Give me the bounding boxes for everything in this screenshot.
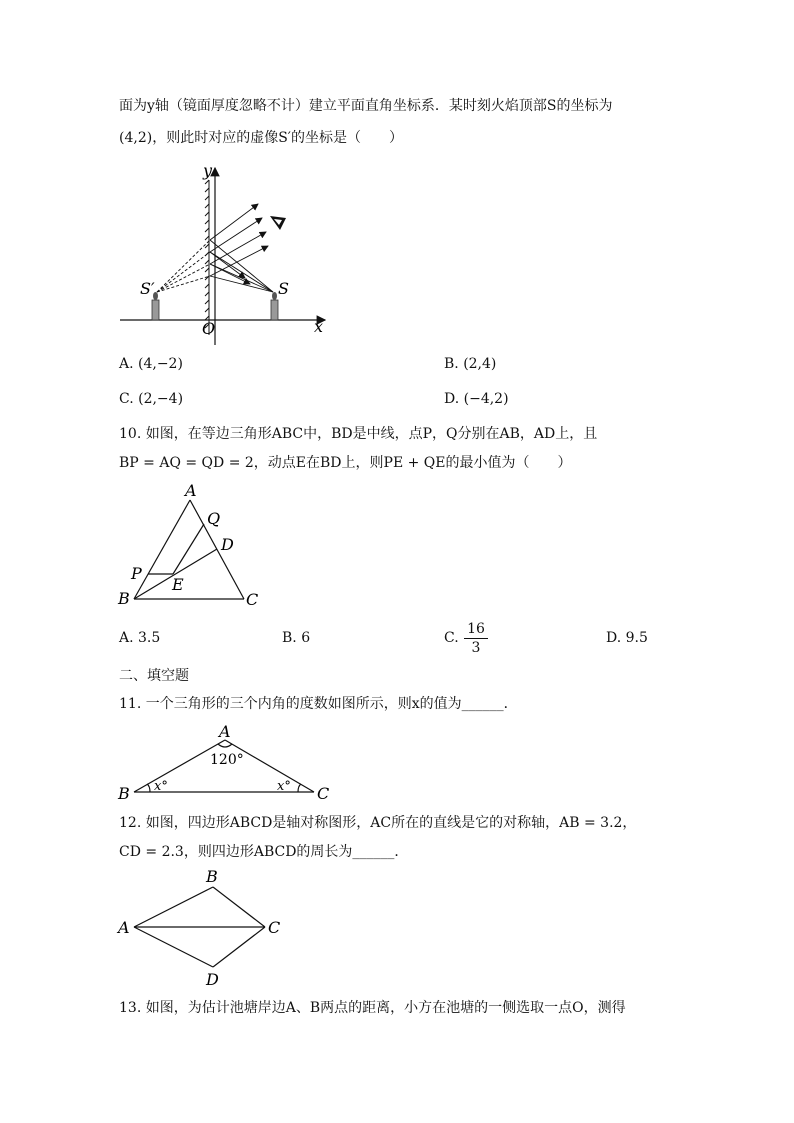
q9-option-a[interactable]: A. (4,−2)	[119, 356, 183, 372]
q11-text: 11. 一个三角形的三个内角的度数如图所示，则x的值为______．	[119, 696, 518, 712]
q9-option-c[interactable]: C. (2,−4)	[119, 391, 184, 407]
virtual-rays	[157, 240, 210, 292]
label-x: x	[314, 317, 324, 336]
label-A: A	[185, 481, 197, 500]
side-DA	[134, 927, 213, 967]
label-S: S	[278, 279, 289, 298]
label-C: C	[246, 590, 259, 609]
label-A: A	[118, 918, 130, 937]
q12-line-2: CD = 2.3，则四边形ABCD的周长为______．	[119, 844, 409, 860]
q9-option-b[interactable]: B. (2,4)	[444, 356, 497, 372]
label-C: C	[268, 918, 281, 937]
arc-B	[147, 784, 150, 792]
label-D: D	[206, 970, 219, 989]
label-S-prime: S′	[140, 279, 155, 298]
eye-icon	[270, 216, 286, 230]
candle-real	[271, 300, 278, 320]
q13-text: 13. 如图，为估计池塘岸边A、B两点的距离，小方在池塘的一侧选取一点O，测得	[119, 1000, 626, 1016]
q10-option-a[interactable]: A. 3.5	[119, 630, 161, 646]
reflected-rays	[210, 204, 268, 276]
section-title: 二、填空题	[119, 668, 189, 684]
side-BC	[213, 887, 265, 927]
q10-option-b[interactable]: B. 6	[282, 630, 311, 646]
label-D: D	[221, 535, 234, 554]
label-angle-A: 120°	[210, 752, 244, 768]
candle-image	[152, 300, 159, 320]
q10-option-c-prefix[interactable]: C.	[444, 630, 459, 646]
q12-kite-figure	[110, 865, 310, 990]
q9-line-2: (4,2)，则此时对应的虚像S′的坐标是（ ）	[119, 130, 403, 146]
q9-mirror-figure	[110, 160, 340, 350]
q10-option-d[interactable]: D. 9.5	[606, 630, 648, 646]
label-P: P	[131, 564, 142, 583]
q9-option-d[interactable]: D. (−4,2)	[444, 391, 509, 407]
label-A: A	[219, 722, 231, 741]
label-Q: Q	[207, 509, 221, 528]
label-angle-B: x°	[154, 779, 168, 794]
label-B: B	[118, 784, 130, 803]
arc-C	[298, 784, 301, 792]
side-CD	[213, 927, 265, 967]
fraction-numerator: 16	[464, 620, 488, 639]
label-B: B	[118, 589, 130, 608]
label-B: B	[206, 867, 218, 886]
q10-option-c-fraction	[464, 620, 488, 657]
flame-real	[272, 292, 277, 300]
label-C: C	[317, 784, 330, 803]
q10-triangle-figure	[110, 480, 270, 610]
label-angle-C: x°	[277, 779, 291, 794]
q9-line-1: 面为y轴（镜面厚度忽略不计）建立平面直角坐标系．某时刻火焰顶部S的坐标为	[119, 98, 613, 114]
q12-line-1: 12. 如图，四边形ABCD是轴对称图形，AC所在的直线是它的对称轴，AB = 3.2，	[119, 815, 637, 831]
label-y: y	[203, 161, 213, 180]
q10-line-2: BP = AQ = QD = 2，动点E在BD上，则PE + QE的最小值为（ ）	[119, 455, 572, 471]
q10-line-1: 10. 如图，在等边三角形ABC中，BD是中线，点P，Q分别在AB，AD上，且	[119, 426, 598, 442]
mirror-hatching	[205, 180, 209, 335]
q11-triangle-figure	[110, 720, 340, 805]
side-AB	[134, 887, 213, 927]
label-E: E	[172, 575, 184, 594]
fraction-denominator: 3	[471, 640, 481, 656]
label-O: O	[202, 319, 216, 338]
arc-A	[218, 744, 232, 747]
